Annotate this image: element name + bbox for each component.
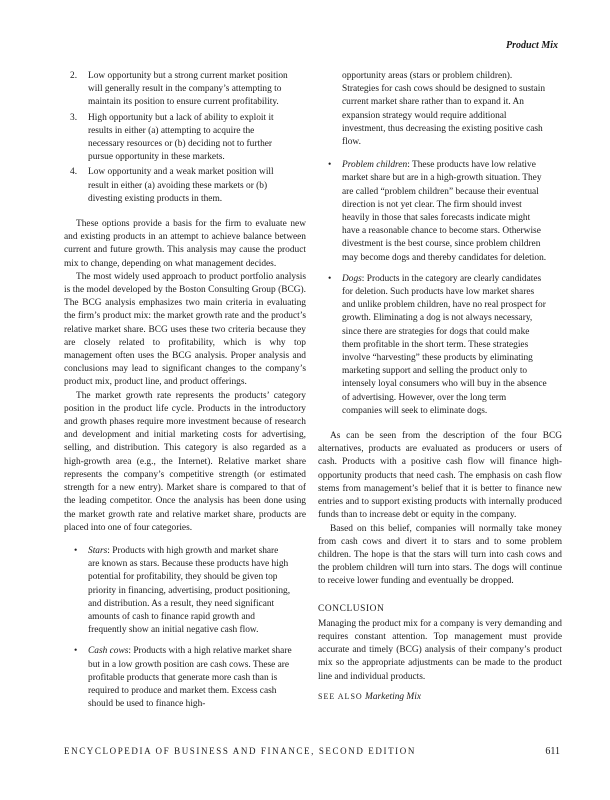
bullet-continuation: opportunity areas (stars or problem children). Strategies for cash cows should be designed to sustain current market share rather than to expand it. An expansion strategy would require additional investment, thus decreasing the existing positive cash flow. [342,71,546,148]
see-also [318,690,562,704]
numbered-item: 4. Low opportunity and a weak market position will result in either (a) avoiding these markets or (b) divesting existing products in them. [70,167,274,204]
bullet-icon: • [328,273,332,284]
footer [64,746,560,756]
see-also-link[interactable]: Marketing Mix [365,691,421,702]
numbered-list [64,70,306,206]
body-paragraph: Based on this belief, companies will normally take money from cash cows and divert it to stars and to some problem children. The hope is that the stars will turn into cash cows and the problem children will turn into stars. The dogs will continue to receive lower funding and eventually be dropped. [318,523,562,587]
bullet-item-stars: • Stars: Products with high growth and market share are known as stars. Because these products have high potential for profitability, they should be given top priority in financing, advertising, product positioning, and distribution. As a result, they need significant amounts of cash to finance rapid growth and frequently show an initial negative cash flow. [74,545,291,636]
bullet-icon: • [328,160,332,171]
bullet-item-cash-cows: • Cash cows: Products with a high relative market share but in a low growth position are cash cows. These are profitable products that generate more cash than is required to produce and market them. Excess cash should be used to finance high- [74,646,292,710]
conclusion-paragraph: Managing the product mix for a company is very demanding and requires constant attention. Top management must provide accurate and timely (BCG) analysis of their company’s product mix so the appropriate adjustments can be made to the product line and individual products. [318,618,562,682]
body-paragraph: The market growth rate represents the products’ category position in the product life cycle. Products in the introductory and growth phases require more investment because of research and development and initial marketing costs for advertising, selling, and distribution. This category is also regarded as a high-growth area (e.g., the Internet). Relative market share represents the company’s competitive strength (or estimated strength for a new entry). Market share is compared to that of the leading competitor. Once the analysis has been done using the market growth rate and relative market share, products are placed into one of four categories. [64,390,306,533]
bullet-term: Problem children [342,160,408,171]
numbered-item: 2. Low opportunity but a strong current market position will generally result in the company’s attempting to maintain its position to ensure current profitability. [70,71,288,108]
body-paragraph: The most widely used approach to product portfolio analysis is the model developed by the Boston Consulting Group (BCG). The BCG analysis emphasizes two main criteria in evaluating the firm’s product mix: the market growth rate and the product’s relative market share. BCG uses these two criteria because they are closely related to profitability, which is why top management often uses the BCG analysis. Proper analysis and conclusions may lead to significant changes to the company’s product mix, product line, and product offerings. [64,271,306,388]
see-also-label: SEE ALSO [318,691,363,701]
bullet-list [318,159,562,418]
bullet-item-problem-children: • Problem children: These products have low relative market share but are in a high-growth situation. They are called “problem children” because their eventual direction is not yet clear. The firm should invest heavily in those that sales forecasts indicate might have a reasonable chance to become stars. Otherwise divestment is the best course, since problem children may become dogs and thereby candidates for deletion. [328,160,547,263]
section-heading: CONCLUSION [318,603,385,614]
bullet-list [64,545,306,711]
body-paragraph: As can be seen from the description of the four BCG alternatives, products are evaluated as producers or users of cash. Products with a positive cash flow will finance high-opportunity products that need cash. The emphasis on cash flow stems from management’s belief that it is better to finance new entries and to support existing products with internally produced funds than to increase debt or equity in the company. [318,431,562,521]
publication-title: ENCYCLOPEDIA OF BUSINESS AND FINANCE, SECOND EDITION [64,746,416,756]
page-number: 611 [545,746,560,757]
running-head: Product Mix [506,40,558,51]
bullet-term: Dogs [342,273,362,284]
bullet-icon: • [74,545,78,556]
numbered-item: 3. High opportunity but a lack of ability to exploit it results in either (a) attempting to acquire the necessary resources or (b) deciding not to further pursue opportunity in these markets. [70,112,274,163]
bullet-term: Stars [88,545,108,556]
bullet-term: Cash cows [88,646,129,657]
left-column [64,70,306,723]
bullet-icon: • [74,646,78,657]
right-column [318,70,562,704]
bullet-item-dogs: • Dogs: Products in the category are clearly candidates for deletion. Such products have low market shares and unlike problem children, have no real prospect for growth. Eliminating a dog is not always necessary, since there are strategies for dogs that could make them profitable in the short term. These strategies involve “harvesting” these products by eliminating marketing support and selling the product only to intensely loyal consumers who will buy in the absence of advertising. However, over the long term companies will seek to eliminate dogs. [328,273,547,416]
body-paragraph: These options provide a basis for the firm to evaluate new and existing products in an attempt to achieve balance between current and future growth. This analysis may cause the product mix to change, depending on what management decides. [64,219,306,269]
